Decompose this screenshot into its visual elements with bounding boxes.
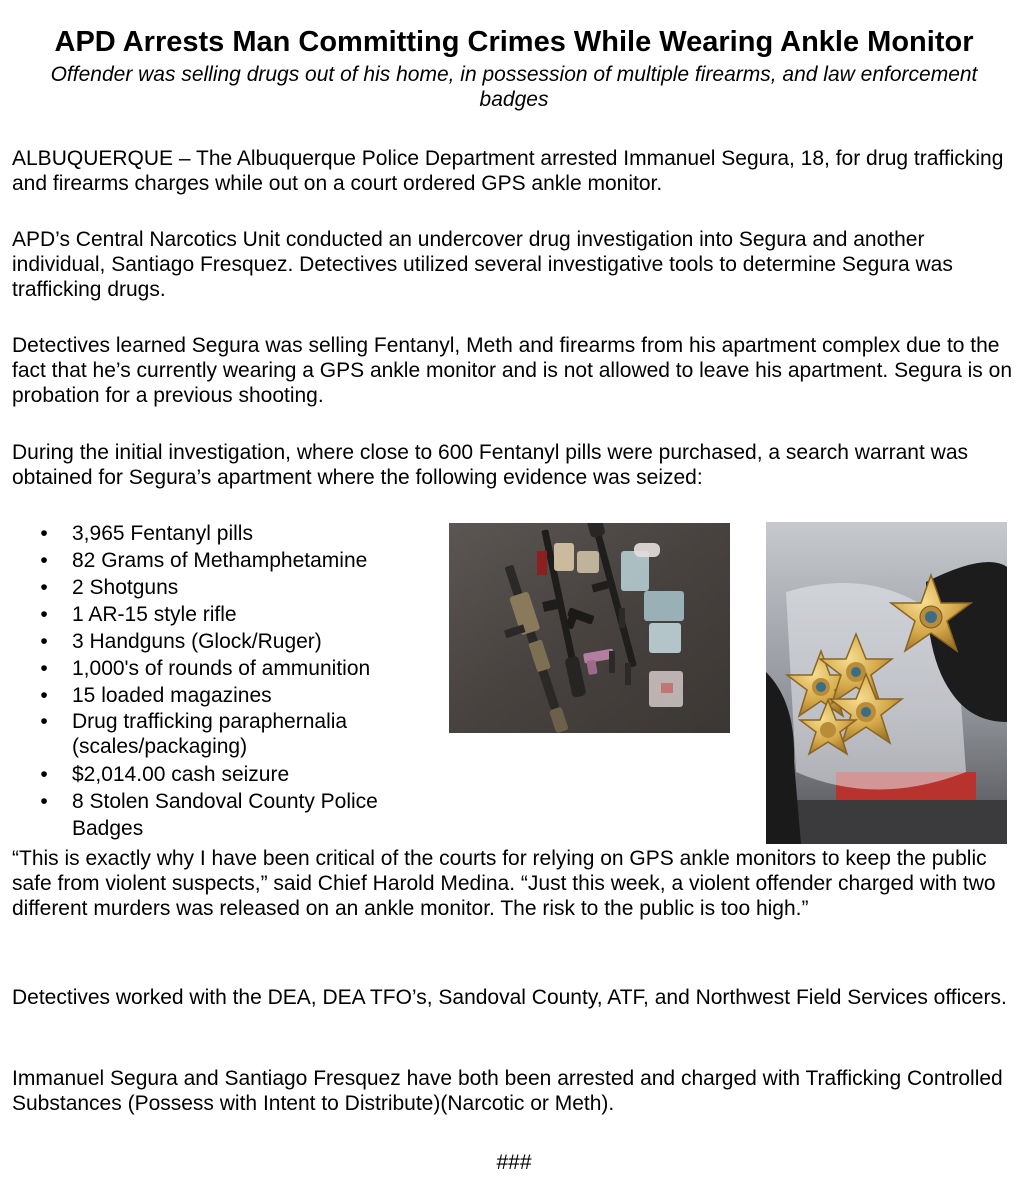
paragraph-chief-quote: “This is exactly why I have been critical of the courts for relying on GPS ankle monitors to keep the public safe from violent suspects,” said Chief Harold Medina. “Just this week, a violent offender charged with two different murders was released on an ankle monitor. The risk to the public is too high.” xyxy=(12,847,996,920)
seized-weapons-illustration xyxy=(449,523,730,733)
evidence-item-label: 2 Shotguns xyxy=(72,576,179,599)
evidence-item xyxy=(12,574,452,601)
end-mark: ### xyxy=(496,1151,532,1174)
bullet-icon: • xyxy=(40,763,48,786)
bullet-icon: • xyxy=(40,710,48,733)
bullet-icon: • xyxy=(40,684,48,707)
stolen-badges-photo xyxy=(766,522,1007,844)
paragraph-intro: ALBUQUERQUE – The Albuquerque Police Department arrested Immanuel Segura, 18, for drug trafficking and firearms charges while out on a court ordered GPS ankle monitor. xyxy=(12,147,1004,195)
paragraph-findings: Detectives learned Segura was selling Fentanyl, Meth and firearms from his apartment complex due to the fact that he’s currently wearing a GPS ankle monitor and is not allowed to leave his apartment. Segura is on probation for a previous shooting. xyxy=(12,334,1012,407)
evidence-item-label: 8 Stolen Sandoval County Police Badges xyxy=(72,790,378,840)
seized-weapons-photo xyxy=(449,523,730,733)
paragraph-search-warrant: During the initial investigation, where close to 600 Fentanyl pills were purchased, a search warrant was obtained for Segura’s apartment where the following evidence was seized: xyxy=(12,441,968,489)
evidence-item xyxy=(12,788,452,842)
stolen-badges-illustration xyxy=(766,522,1007,844)
evidence-item xyxy=(12,655,452,682)
paragraph-partner-agencies: Detectives worked with the DEA, DEA TFO’s, Sandoval County, ATF, and Northwest Field Services officers. xyxy=(12,986,1007,1009)
headline: APD Arrests Man Committing Crimes While Wearing Ankle Monitor xyxy=(54,26,974,58)
evidence-item xyxy=(12,761,452,788)
evidence-item xyxy=(12,547,452,574)
evidence-item-label: 1 AR-15 style rifle xyxy=(72,603,237,626)
paragraph-charges: Immanuel Segura and Santiago Fresquez have both been arrested and charged with Trafficking Controlled Substances (Possess with Intent to Distribute)(Narcotic or Meth). xyxy=(12,1067,1003,1115)
evidence-list xyxy=(12,520,452,842)
paragraph-investigation: APD’s Central Narcotics Unit conducted an undercover drug investigation into Segura and another individual, Santiago Fresquez. Detectives utilized several investigative tools to determine Segura was trafficking drugs. xyxy=(12,228,953,301)
evidence-item-label: 3 Handguns (Glock/Ruger) xyxy=(72,630,322,653)
evidence-item xyxy=(12,682,452,709)
bullet-icon: • xyxy=(40,603,48,626)
evidence-item-label: Drug trafficking paraphernalia (scales/packaging) xyxy=(72,710,348,758)
evidence-item xyxy=(12,628,452,655)
evidence-item-label: 82 Grams of Methamphetamine xyxy=(72,549,368,572)
bullet-icon: • xyxy=(40,522,48,545)
bullet-icon: • xyxy=(40,657,48,680)
evidence-item-label: 1,000's of rounds of ammunition xyxy=(72,657,371,680)
evidence-item-label: $2,014.00 cash seizure xyxy=(72,763,290,786)
evidence-item xyxy=(12,601,452,628)
bullet-icon: • xyxy=(40,790,48,813)
bullet-icon: • xyxy=(40,576,48,599)
evidence-item-label: 3,965 Fentanyl pills xyxy=(72,522,253,545)
bullet-icon: • xyxy=(40,630,48,653)
evidence-item xyxy=(12,709,452,759)
evidence-item-label: 15 loaded magazines xyxy=(72,684,272,707)
bullet-icon: • xyxy=(40,549,48,572)
evidence-item xyxy=(12,520,452,547)
subheadline: Offender was selling drugs out of his home, in possession of multiple firearms, and law enforcement badges xyxy=(50,63,978,111)
